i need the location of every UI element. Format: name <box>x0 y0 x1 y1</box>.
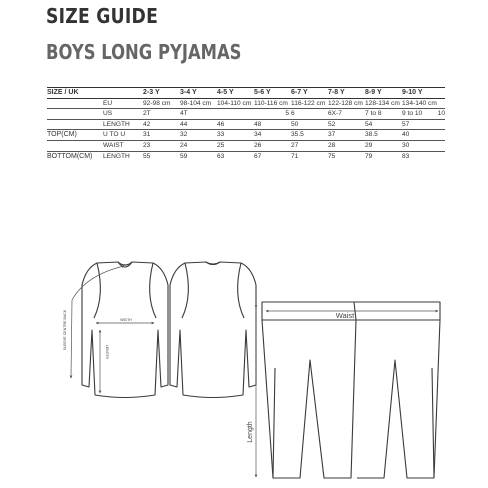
top-measure-lines <box>71 266 154 393</box>
pyjama-bottom-back <box>348 302 440 478</box>
waist-label: Waist <box>335 311 355 320</box>
table-cell: 40 <box>402 130 445 141</box>
size-col-header: 6-7 Y <box>291 88 328 99</box>
table-cell: 57 <box>402 119 445 130</box>
row-label: LENGTH <box>103 119 143 130</box>
table-cell: 29 <box>365 140 402 151</box>
table-cell: 10 <box>437 110 446 118</box>
page-title: SIZE GUIDE <box>46 4 159 28</box>
table-cell: 31 <box>143 130 180 141</box>
table-cell: 6X-7 <box>328 109 365 120</box>
table-cell: 7 to 8 <box>365 109 402 120</box>
row-label: US <box>103 109 143 120</box>
row-label: EU <box>103 98 143 109</box>
pyjama-top-back <box>170 262 256 398</box>
group-label-top: TOP(CM) <box>47 130 103 141</box>
pyjama-bottom-front <box>262 302 356 478</box>
row-label: WAIST <box>103 140 143 151</box>
group-label-bottom: BOTTOM(CM) <box>47 152 93 160</box>
bottom-measure-lines <box>256 304 438 477</box>
table-cell: 116-122 cm <box>291 98 328 109</box>
width-label: WIDTH <box>120 318 132 322</box>
table-cell: 54 <box>365 119 402 130</box>
table-cell: 128-134 cm <box>365 98 402 109</box>
table-cell: 59 <box>180 152 188 160</box>
size-col-header: 3-4 Y <box>180 88 217 99</box>
table-cell: 83 <box>402 152 410 160</box>
length-label: LENGTH <box>105 344 109 360</box>
page-subtitle: BOYS LONG PYJAMAS <box>46 40 242 64</box>
table-cell: 9 to 10 <box>402 110 423 118</box>
pyjama-top-front <box>82 262 168 398</box>
table-cell: 4T <box>180 109 217 120</box>
size-col-header: 2-3 Y <box>143 88 180 99</box>
row-label: U TO U <box>103 130 143 141</box>
table-cell: 42 <box>143 119 180 130</box>
table-cell: 24 <box>180 140 217 151</box>
table-cell: 98-104 cm <box>180 98 217 109</box>
table-cell: 48 <box>254 119 291 130</box>
table-cell: 28 <box>328 140 365 151</box>
table-cell: 50 <box>291 119 328 130</box>
row-label: LENGTH <box>103 152 130 160</box>
size-col-header: 8-9 Y <box>365 88 402 99</box>
bottom-length-label: Length <box>247 421 254 443</box>
table-cell: 34 <box>254 130 291 141</box>
table-cell: 33 <box>217 130 254 141</box>
size-col-header: 4-5 Y <box>217 88 254 99</box>
table-cell: 75 <box>328 152 336 160</box>
table-cell: 32 <box>180 130 217 141</box>
table-cell: 27 <box>291 140 328 151</box>
size-col-header: 9-10 Y <box>402 88 445 99</box>
sleeve-label: SLEEVE CENTRE BACK <box>63 309 67 351</box>
table-cell: 71 <box>291 152 299 160</box>
table-cell: 46 <box>217 119 254 130</box>
table-cell: 23 <box>143 140 180 151</box>
table-cell: 26 <box>254 140 291 151</box>
table-cell: 122-128 cm <box>328 98 365 109</box>
table-cell: 37 <box>328 130 365 141</box>
table-cell: 110-116 cm <box>254 98 291 109</box>
table-cell: 38.5 <box>365 130 402 141</box>
table-cell: 104-110 cm <box>217 98 254 109</box>
table-cell: 55 <box>143 152 151 160</box>
table-cell: 25 <box>217 140 254 151</box>
size-col-header: 7-8 Y <box>328 88 365 99</box>
table-cell: 67 <box>254 152 262 160</box>
table-cell: 79 <box>365 152 373 160</box>
table-cell: 52 <box>328 119 365 130</box>
table-cell: 5 <box>254 109 291 120</box>
header-label: SIZE / UK <box>47 88 143 99</box>
table-cell: 2T <box>143 109 180 120</box>
table-cell: 44 <box>180 119 217 130</box>
table-cell: 92-98 cm <box>143 98 180 109</box>
table-cell: 35.5 <box>291 130 328 141</box>
table-cell: 63 <box>217 152 225 160</box>
table-cell: 6 <box>291 109 328 120</box>
sleeve-measure-line <box>71 266 124 378</box>
table-cell: 30 <box>402 140 445 151</box>
size-col-header: 5-6 Y <box>254 88 291 99</box>
table-cell: 134-140 cm <box>402 98 445 109</box>
